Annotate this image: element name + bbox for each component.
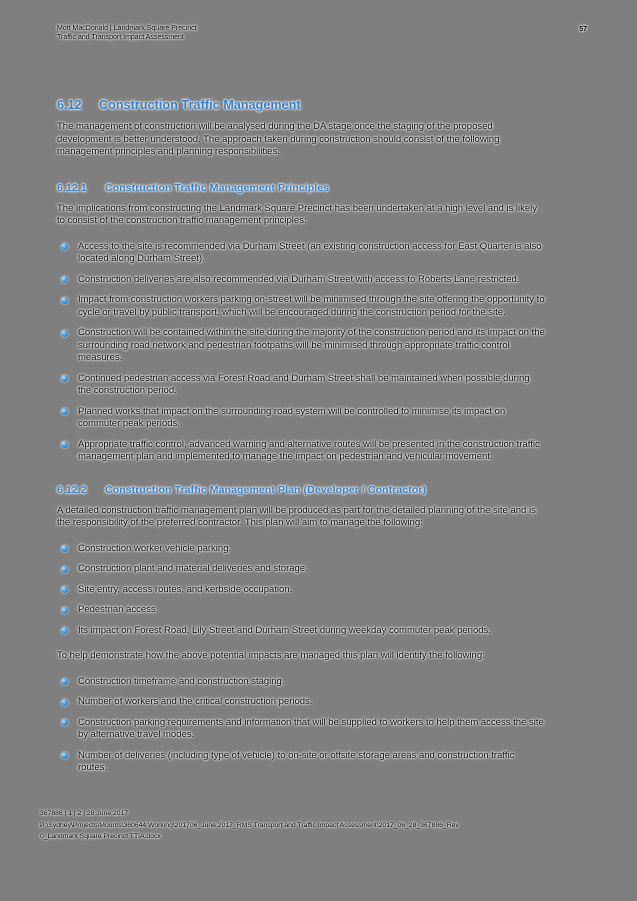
page-number: 57 bbox=[579, 26, 587, 33]
section-6-12-1-intro: The implications from constructing the Landmark Square Precinct has been undertaken at a high level and is likely to consist of the construction traffic management principles: bbox=[57, 202, 538, 226]
section-title: Construction Traffic Management Plan (Developer / Contractor) bbox=[105, 483, 427, 496]
list-item: Construction worker vehicle parking. bbox=[57, 543, 545, 556]
principles-bullet-list bbox=[57, 241, 545, 464]
list-item: Its impact on Forest Road, Lily Street and Durham Street during weekday commuter peak periods. bbox=[57, 625, 545, 638]
list-item: Continued pedestrian access via Forest Road and Durham Street shall be maintained when possible during the construction period. bbox=[57, 373, 545, 398]
section-title: Construction Traffic Management bbox=[99, 98, 301, 112]
plan-manage-bullet-list bbox=[57, 543, 545, 638]
list-item: Appropriate traffic control, advanced warning and alternative routes will be presented in the construction traffic management plan and implemented to manage the impact on pedestrian and vehicular movement. bbox=[57, 439, 545, 464]
bullet-icon bbox=[61, 699, 68, 706]
footer-doc-reference: 367886 | 1 | 2 | 28 June 2017 bbox=[40, 810, 129, 817]
bullet-icon bbox=[61, 566, 68, 573]
section-heading-6-12-2 bbox=[57, 484, 545, 496]
footer-file-path-line2: 0_Landmark Square Precinct TTIA.docx bbox=[40, 833, 161, 840]
plan-identify-intro: To help demonstrate how the above potential impacts are managed this plan will identify the following: bbox=[57, 650, 485, 661]
list-item: Construction deliveries are also recommended via Durham Street with access to Roberts Lane restricted. bbox=[57, 274, 545, 287]
list-item: Impact from construction workers parking on-street will be minimised through the site offering the opportunity to cycle or travel by public transport, which will be encouraged during the construction period for the site. bbox=[57, 294, 545, 319]
section-title: Construction Traffic Management Principles bbox=[105, 181, 330, 194]
list-item: Site entry, access routes, and kerbside occupation. bbox=[57, 584, 545, 597]
header-doc-title: Mott MacDonald | Landmark Square Precinct bbox=[57, 25, 197, 32]
footer-file-path-line1: P:\Sydney\Projects\Mounts\360644 Working\201706_June 2017_RMS Transport and Traffic Impact Assessment\2017_06_28_367886_Rev bbox=[40, 821, 459, 829]
list-item: Access to the site is recommended via Durham Street (an existing construction access for East Quarter is also located along Durham Street). bbox=[57, 241, 545, 266]
section-heading-6-12-1 bbox=[57, 182, 545, 194]
section-heading-6-12 bbox=[57, 98, 545, 112]
section-6-12-2-intro: A detailed construction traffic management plan will be produced as part for the detailed planning of the site and is the responsibility of the preferred contractor. This plan will aim to manage the following: bbox=[57, 504, 536, 528]
bullet-icon bbox=[61, 408, 68, 415]
list-item: Planned works that impact on the surrounding road system will be controlled to minimise its impact on commuter peak periods. bbox=[57, 406, 545, 431]
document-body bbox=[57, 98, 545, 788]
section-6-12-intro: The management of construction will be analysed during the DA stage once the staging of the proposed development is better understood. The approach taken during construction should consist of the following management principles and planning responsibilities. bbox=[57, 121, 500, 157]
bullet-icon bbox=[61, 276, 68, 283]
list-item: Number of deliveries (including type of vehicle) to on-site or offsite storage areas and construction traffic routes. bbox=[57, 750, 545, 775]
bullet-icon bbox=[61, 243, 68, 250]
header-doc-subtitle: Traffic and Transport Impact Assessment bbox=[57, 33, 184, 41]
bullet-icon bbox=[61, 678, 68, 685]
bullet-icon bbox=[61, 441, 68, 448]
bullet-icon bbox=[61, 719, 68, 726]
bullet-icon bbox=[61, 297, 68, 304]
bullet-icon bbox=[61, 586, 68, 593]
list-item: Construction parking requirements and information that will be supplied to workers to help them access the site by alternative travel modes. bbox=[57, 717, 545, 742]
page-header bbox=[57, 25, 587, 42]
list-item: Construction plant and material deliveries and storage. bbox=[57, 563, 545, 576]
bullet-icon bbox=[61, 375, 68, 382]
section-number: 6.12 bbox=[57, 98, 82, 112]
plan-identify-bullet-list bbox=[57, 676, 545, 775]
list-item: Number of workers and the critical construction periods. bbox=[57, 696, 545, 709]
bullet-icon bbox=[61, 545, 68, 552]
bullet-icon bbox=[61, 752, 68, 759]
page-footer bbox=[40, 808, 597, 843]
section-number: 6.12.2 bbox=[57, 483, 87, 496]
list-item: Pedestrian access. bbox=[57, 604, 545, 617]
section-number: 6.12.1 bbox=[57, 181, 87, 194]
bullet-icon bbox=[61, 330, 68, 337]
list-item: Construction timeframe and construction staging. bbox=[57, 676, 545, 689]
bullet-icon bbox=[61, 627, 68, 634]
bullet-icon bbox=[61, 607, 68, 614]
list-item: Construction will be contained within the site during the majority of the construction period and its impact on the surrounding road network and pedestrian footpaths will be minimised through appropriate traffic control measures. bbox=[57, 327, 545, 365]
